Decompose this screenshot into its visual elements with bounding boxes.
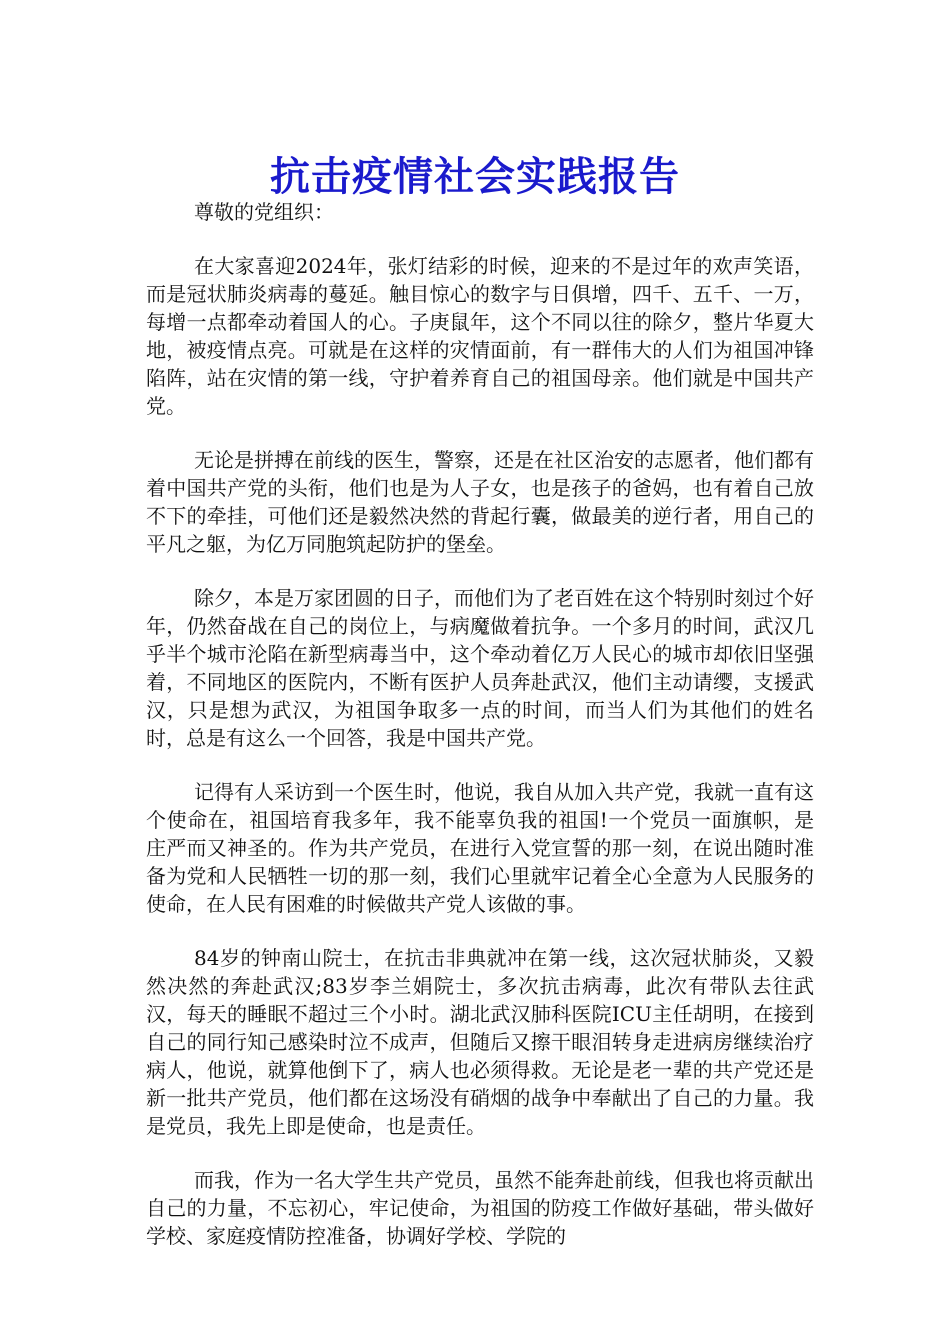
paragraph-6: 而我，作为一名大学生共产党员，虽然不能奔赴前线，但我也将贡献出自己的力量，不忘初心，牢记使命，为祖国的防疫工作做好基础，带头做好学校、家庭疫情防控准备，协调好学校、学院的 xyxy=(146,1168,814,1248)
document-body xyxy=(146,198,814,1276)
paragraph-1: 在大家喜迎2024年，张灯结彩的时候，迎来的不是过年的欢声笑语，而是冠状肺炎病毒的蔓延。触目惊心的数字与日俱增，四千、五千、一万，每增一点都牵动着国人的心。子庚鼠年，这个不同以往的除夕，整片华夏大地，被疫情点亮。可就是在这样的灾情面前，有一群伟大的人们为祖国冲锋陷阵，站在灾情的第一线，守护着养育自己的祖国母亲。他们就是中国共产党。 xyxy=(146,254,814,418)
paragraph-2: 无论是拼搏在前线的医生，警察，还是在社区治安的志愿者，他们都有着中国共产党的头衔，他们也是为人子女，也是孩子的爸妈，也有着自己放不下的牵挂，可他们还是毅然决然的背起行囊，做最美的逆行者，用自己的平凡之躯，为亿万同胞筑起防护的堡垒。 xyxy=(146,448,814,556)
salutation: 尊敬的党组织： xyxy=(194,200,334,224)
paragraph-5: 84岁的钟南山院士，在抗击非典就冲在第一线，这次冠状肺炎，又毅然决然的奔赴武汉;83岁李兰娟院士，多次抗击病毒，此次有带队去往武汉，每天的睡眠不超过三个小时。湖北武汉肺科医院ICU主任胡明，在接到自己的同行知己感染时泣不成声，但随后又擦干眼泪转身走进病房继续治疗病人，他说，就算他倒下了，病人也必须得救。无论是老一辈的共产党还是新一批共产党员，他们都在这场没有硝烟的战争中奉献出了自己的力量。我是党员，我先上即是使命，也是责任。 xyxy=(146,946,814,1138)
document-title: 抗击疫情社会实践报告 xyxy=(270,152,680,200)
paragraph-4: 记得有人采访到一个医生时，他说，我自从加入共产党，我就一直有这个使命在，祖国培育我多年，我不能辜负我的祖国!一个党员一面旗帜，是庄严而又神圣的。作为共产党员，在进行入党宣誓的那一刻，在说出随时准备为党和人民牺牲一切的那一刻，我们心里就牢记着全心全意为人民服务的使命，在人民有困难的时候做共产党人该做的事。 xyxy=(146,780,814,916)
paragraph-3: 除夕，本是万家团圆的日子，而他们为了老百姓在这个特别时刻过个好年，仍然奋战在自己的岗位上，与病魔做着抗争。一个多月的时间，武汉几乎半个城市沦陷在新型病毒当中，这个牵动着亿万人民心的城市却依旧坚强着，不同地区的医院内，不断有医护人员奔赴武汉，他们主动请缨，支援武汉，只是想为武汉，为祖国争取多一点的时间，而当人们为其他们的姓名时，总是有这么一个回答，我是中国共产党。 xyxy=(146,586,814,750)
